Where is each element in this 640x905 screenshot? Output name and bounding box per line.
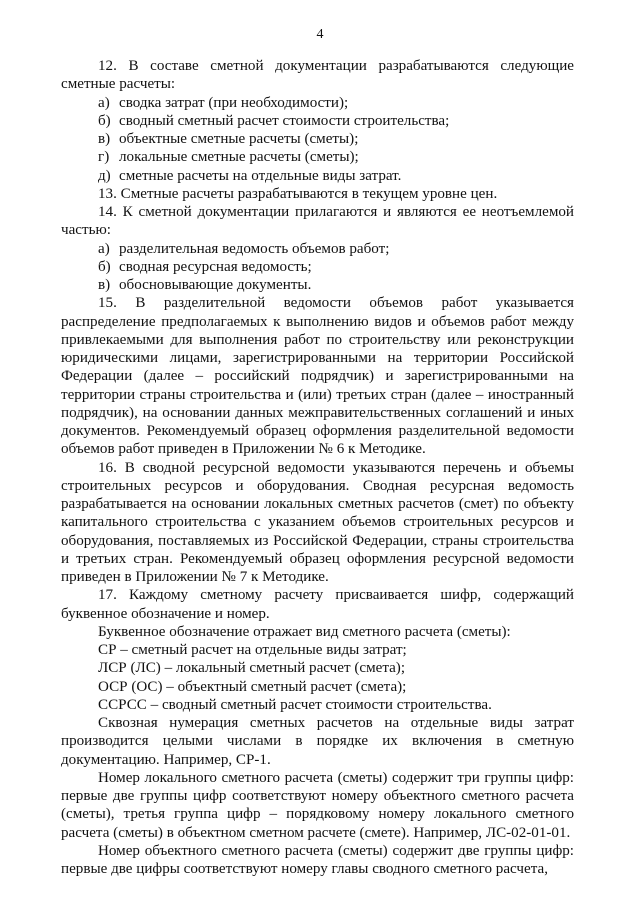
paragraph-item-13: 13. Сметные расчеты разрабатываются в текущем уровне цен. [98,185,498,202]
list-item-a [61,94,574,112]
paragraph-numbering-sr: Сквозная нумерация сметных расчетов на отдельные виды затрат производится целыми числами в порядке их включения в сметную документацию. Например, СР-1. [61,715,574,768]
list-item-text: сводная ресурсная ведомость; [119,258,312,275]
paragraph-numbering-ls: Номер локального сметного расчета (сметы) содержит три группы цифр: первые две группы цифр соответствуют номеру объектного сметного расчета (сметы), третья группа цифр – порядковому номеру локального сметного расчета (сметы) в объектном сметном расчете (смете). Например, ЛС-02-01-01. [61,769,574,841]
list-item-d [61,167,574,185]
paragraph-item-14: 14. К сметной документации прилагаются и являются ее неотъемлемой частью: [61,204,574,239]
list-item-b [61,258,574,276]
list-item-a [61,240,574,258]
list-item-g [61,148,574,166]
list-item-b [61,112,574,130]
list-marker: в) [98,277,111,293]
paragraph-code-osr: ОСР (ОС) – объектный сметный расчет (смета); [98,678,407,695]
paragraph-code-sr: СР – сметный расчет на отдельные виды затрат; [98,642,407,658]
list-marker: а) [98,94,110,111]
paragraph-letter-codes: Буквенное обозначение отражает вид сметного расчета (сметы): [98,623,511,640]
paragraph-item-16: 16. В сводной ресурсной ведомости указываются перечень и объемы строительных ресурсов и оборудования. Сводная ресурсная ведомость разрабатывается на основании локальных сметных расчетов (смет) по объекту капитального строительства с указанием объемов строительных ресурсов и оборудования, поставляемых из Российской Федерации, страны строительства и третьих стран. Рекомендуемый образец оформления ресурсной ведомости приведен в Приложении № 7 к Методике. [61,459,574,585]
list-item-text: сводный сметный расчет стоимости строительства; [119,112,450,129]
list-item-text: сметные расчеты на отдельные виды затрат. [119,167,402,184]
paragraph-code-lsr: ЛСР (ЛС) – локальный сметный расчет (смета); [98,660,406,677]
list-item-text: сводка затрат (при необходимости); [119,94,349,111]
paragraph-numbering-os: Номер объектного сметного расчета (сметы) содержит две группы цифр: первые две цифры соответствуют номеру главы сводного сметного расчета, [61,842,574,877]
document-body [61,57,574,878]
list-item-text: объектные сметные расчеты (сметы); [119,131,359,147]
list-marker: в) [98,131,111,147]
list-item-text: разделительная ведомость объемов работ; [119,240,390,257]
paragraph-item-15: 15. В разделительной ведомости объемов работ указывается распределение предполагаемых к выполнению видов и объемов работ между привлекаемыми для выполнения работ по строительству или реконструкции юридическими лицами, зарегистрированными на территории Российской Федерации (далее – российский подрядчик) и зарегистрированными на территории страны строительства и (или) третьих стран (далее – иностранный подрядчик), на основании данных межправительственных соглашений и иных документов. Рекомендуемый образец оформления разделительной ведомости объемов работ приведен в Приложении № 6 к Методике. [61,295,574,458]
list-item-text: обосновывающие документы. [119,277,312,293]
page-number: 4 [316,27,324,42]
list-marker: д) [98,167,111,184]
list-item-v [61,130,574,148]
paragraph-code-ssrss: ССРСС – сводный сметный расчет стоимости строительства. [98,696,492,713]
list-item-text: локальные сметные расчеты (сметы); [119,149,359,166]
list-item-v [61,276,574,294]
paragraph-item-17: 17. Каждому сметному расчету присваивается шифр, содержащий буквенное обозначение и номер. [61,587,574,622]
paragraph-item-12: 12. В составе сметной документации разрабатываются следующие сметные расчеты: [61,58,574,93]
list-marker: г) [98,149,110,166]
list-marker: б) [98,112,111,129]
list-marker: а) [98,240,110,257]
list-marker: б) [98,258,111,275]
